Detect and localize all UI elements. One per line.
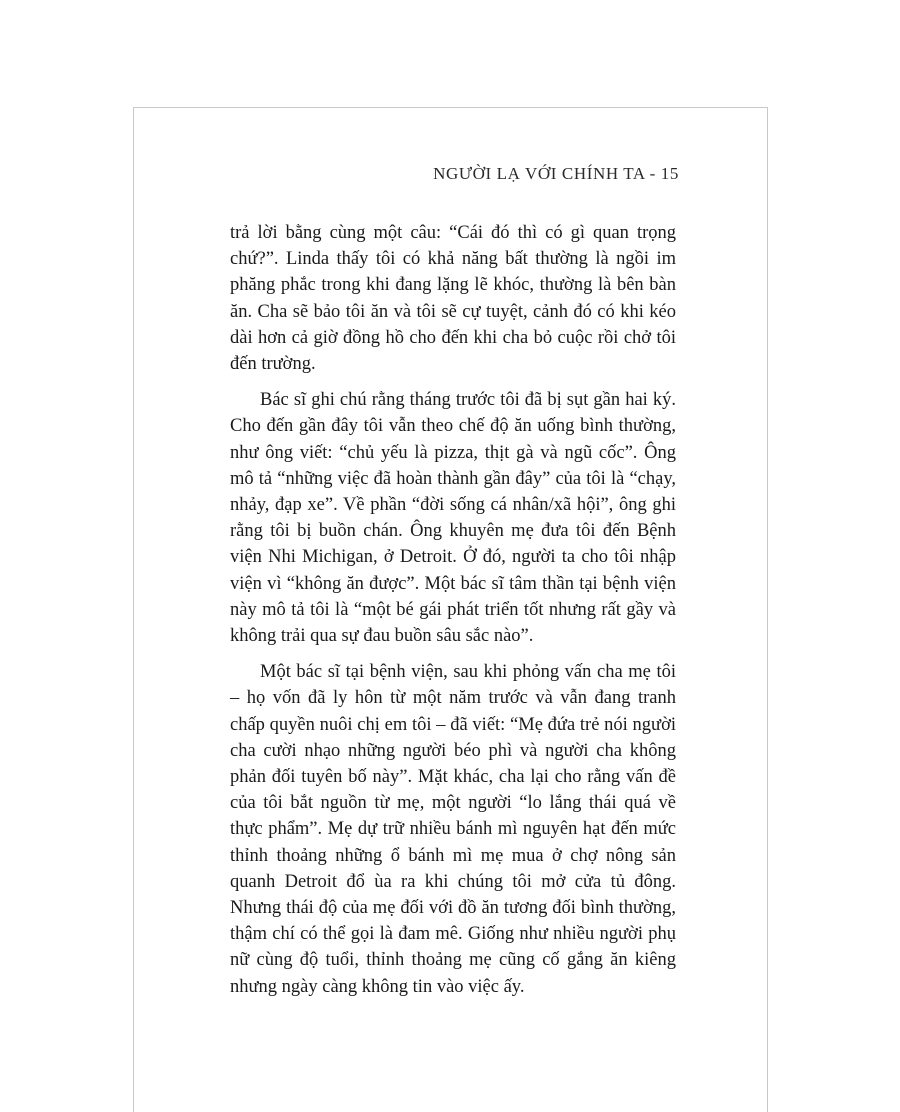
paragraph-hospital-interview: Một bác sĩ tại bệnh viện, sau khi phỏng vấn cha mẹ tôi – họ vốn đã ly hôn từ một năm trước và vẫn đang tranh chấp quyền nuôi chị em tôi – đã viết: “Mẹ đứa trẻ nói người cha cười nhạo những người béo phì và người cha không phản đối tuyên bố này”. Mặt khác, cha lại cho rằng vấn đề của tôi bắt nguồn từ mẹ, một người “lo lắng thái quá về thực phẩm”. Mẹ dự trữ nhiều bánh mì nguyên hạt đến mức thỉnh thoảng những ổ bánh mì mẹ mua ở chợ nông sản quanh Detroit đổ ùa ra khi chúng tôi mở cửa tủ đông. Nhưng thái độ của mẹ đối với đồ ăn tương đối bình thường, thậm chí có thể gọi là đam mê. Giống như nhiều người phụ nữ cùng độ tuổi, thỉnh thoảng mẹ cũng cố gắng ăn kiêng nhưng ngày càng không tin vào việc ấy.	[230, 662, 676, 997]
running-header: NGƯỜI LẠ VỚI CHÍNH TA - 15	[433, 164, 679, 183]
paragraph-continuation: trả lời bằng cùng một câu: “Cái đó thì có gì quan trọng chứ?”. Linda thấy tôi có khả năng bất thường là ngồi im phăng phắc trong khi đang lặng lẽ khóc, thường là bên bàn ăn. Cha sẽ bảo tôi ăn và tôi sẽ cự tuyệt, cảnh đó có khi kéo dài hơn cả giờ đồng hồ cho đến khi cha bỏ cuộc rồi chở tôi đến trường.	[230, 223, 676, 375]
book-page	[133, 107, 768, 1112]
paragraph-doctor-notes: Bác sĩ ghi chú rằng tháng trước tôi đã bị sụt gần hai ký. Cho đến gần đây tôi vẫn theo chế độ ăn uống bình thường, như ông viết: “chủ yếu là pizza, thịt gà và ngũ cốc”. Ông mô tả “những việc đã hoàn thành gần đây” của tôi là “chạy, nhảy, đạp xe”. Về phần “đời sống cá nhân/xã hội”, ông ghi rằng tôi bị buồn chán. Ông khuyên mẹ đưa tôi đến Bệnh viện Nhi Michigan, ở Detroit. Ở đó, người ta cho tôi nhập viện vì “không ăn được”. Một bác sĩ tâm thần tại bệnh viện này mô tả tôi là “một bé gái phát triển tốt nhưng rất gầy và không trải qua sự đau buồn sâu sắc nào”.	[230, 390, 676, 647]
body-text	[230, 220, 676, 1010]
